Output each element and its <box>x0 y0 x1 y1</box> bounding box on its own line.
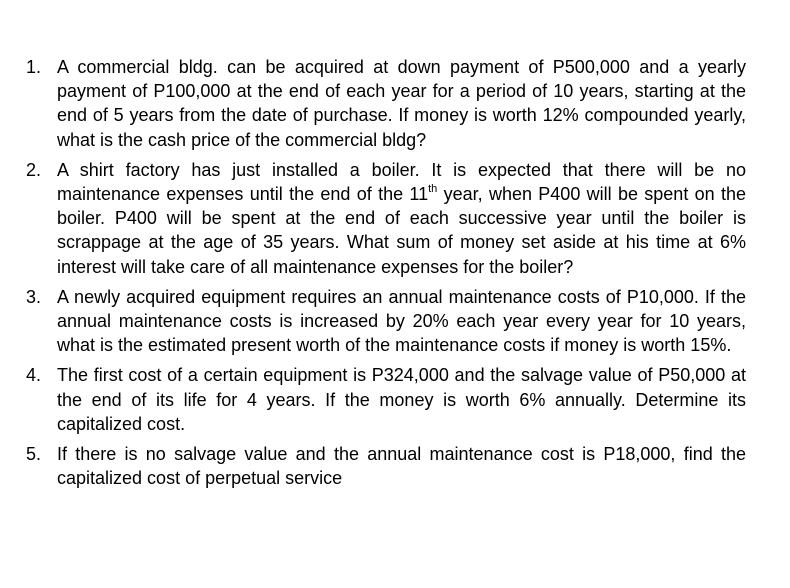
ordinal-superscript: th <box>428 183 438 196</box>
problem-text-part: year, when P400 will be spent on the boiler. P400 will be spent at the end of each successive year until the boiler is scrappage at the age of 35 years. What sum of money set aside at his time at 6% interest will take care of all maintenance expenses for the boiler? <box>57 184 746 277</box>
problem-number: 1. <box>26 57 42 77</box>
problem-5 <box>26 442 746 490</box>
problem-text: The first cost of a certain equipment is P324,000 and the salvage value of P50,000 at the end of its life for 4 years. If the money is worth 6% annually. Determine its capitalized cost. <box>57 365 746 434</box>
problem-number: 5. <box>26 444 42 465</box>
problem-text-part: A shirt factory has just installed a boiler. It is expected that there will be no maintenance expenses until the end of the 11 <box>57 159 746 205</box>
problem-2 <box>26 158 746 279</box>
problem-number: 2. <box>26 159 42 180</box>
problem-text <box>57 158 746 279</box>
problem-list <box>26 55 746 490</box>
problem-text: A commercial bldg. can be acquired at down payment of P500,000 and a yearly payment of P100,000 at the end of each year for a period of 10 years, starting at the end of 5 years from the date of purchase. If money is worth 12% compounded yearly, what is the cash price of the commercial bldg? <box>57 57 746 150</box>
problem-1 <box>26 55 746 152</box>
problem-text: A newly acquired equipment requires an annual maintenance costs of P10,000. If the annual maintenance costs is increased by 20% each year every year for 10 years, what is the estimated present worth of the maintenance costs if money is worth 15%. <box>57 286 746 356</box>
problem-4 <box>26 363 746 436</box>
problem-number: 4. <box>26 365 42 386</box>
problem-3 <box>26 285 746 358</box>
problem-number: 3. <box>26 286 42 307</box>
problem-text: If there is no salvage value and the annual maintenance cost is P18,000, find the capitalized cost of perpetual service <box>57 444 746 489</box>
